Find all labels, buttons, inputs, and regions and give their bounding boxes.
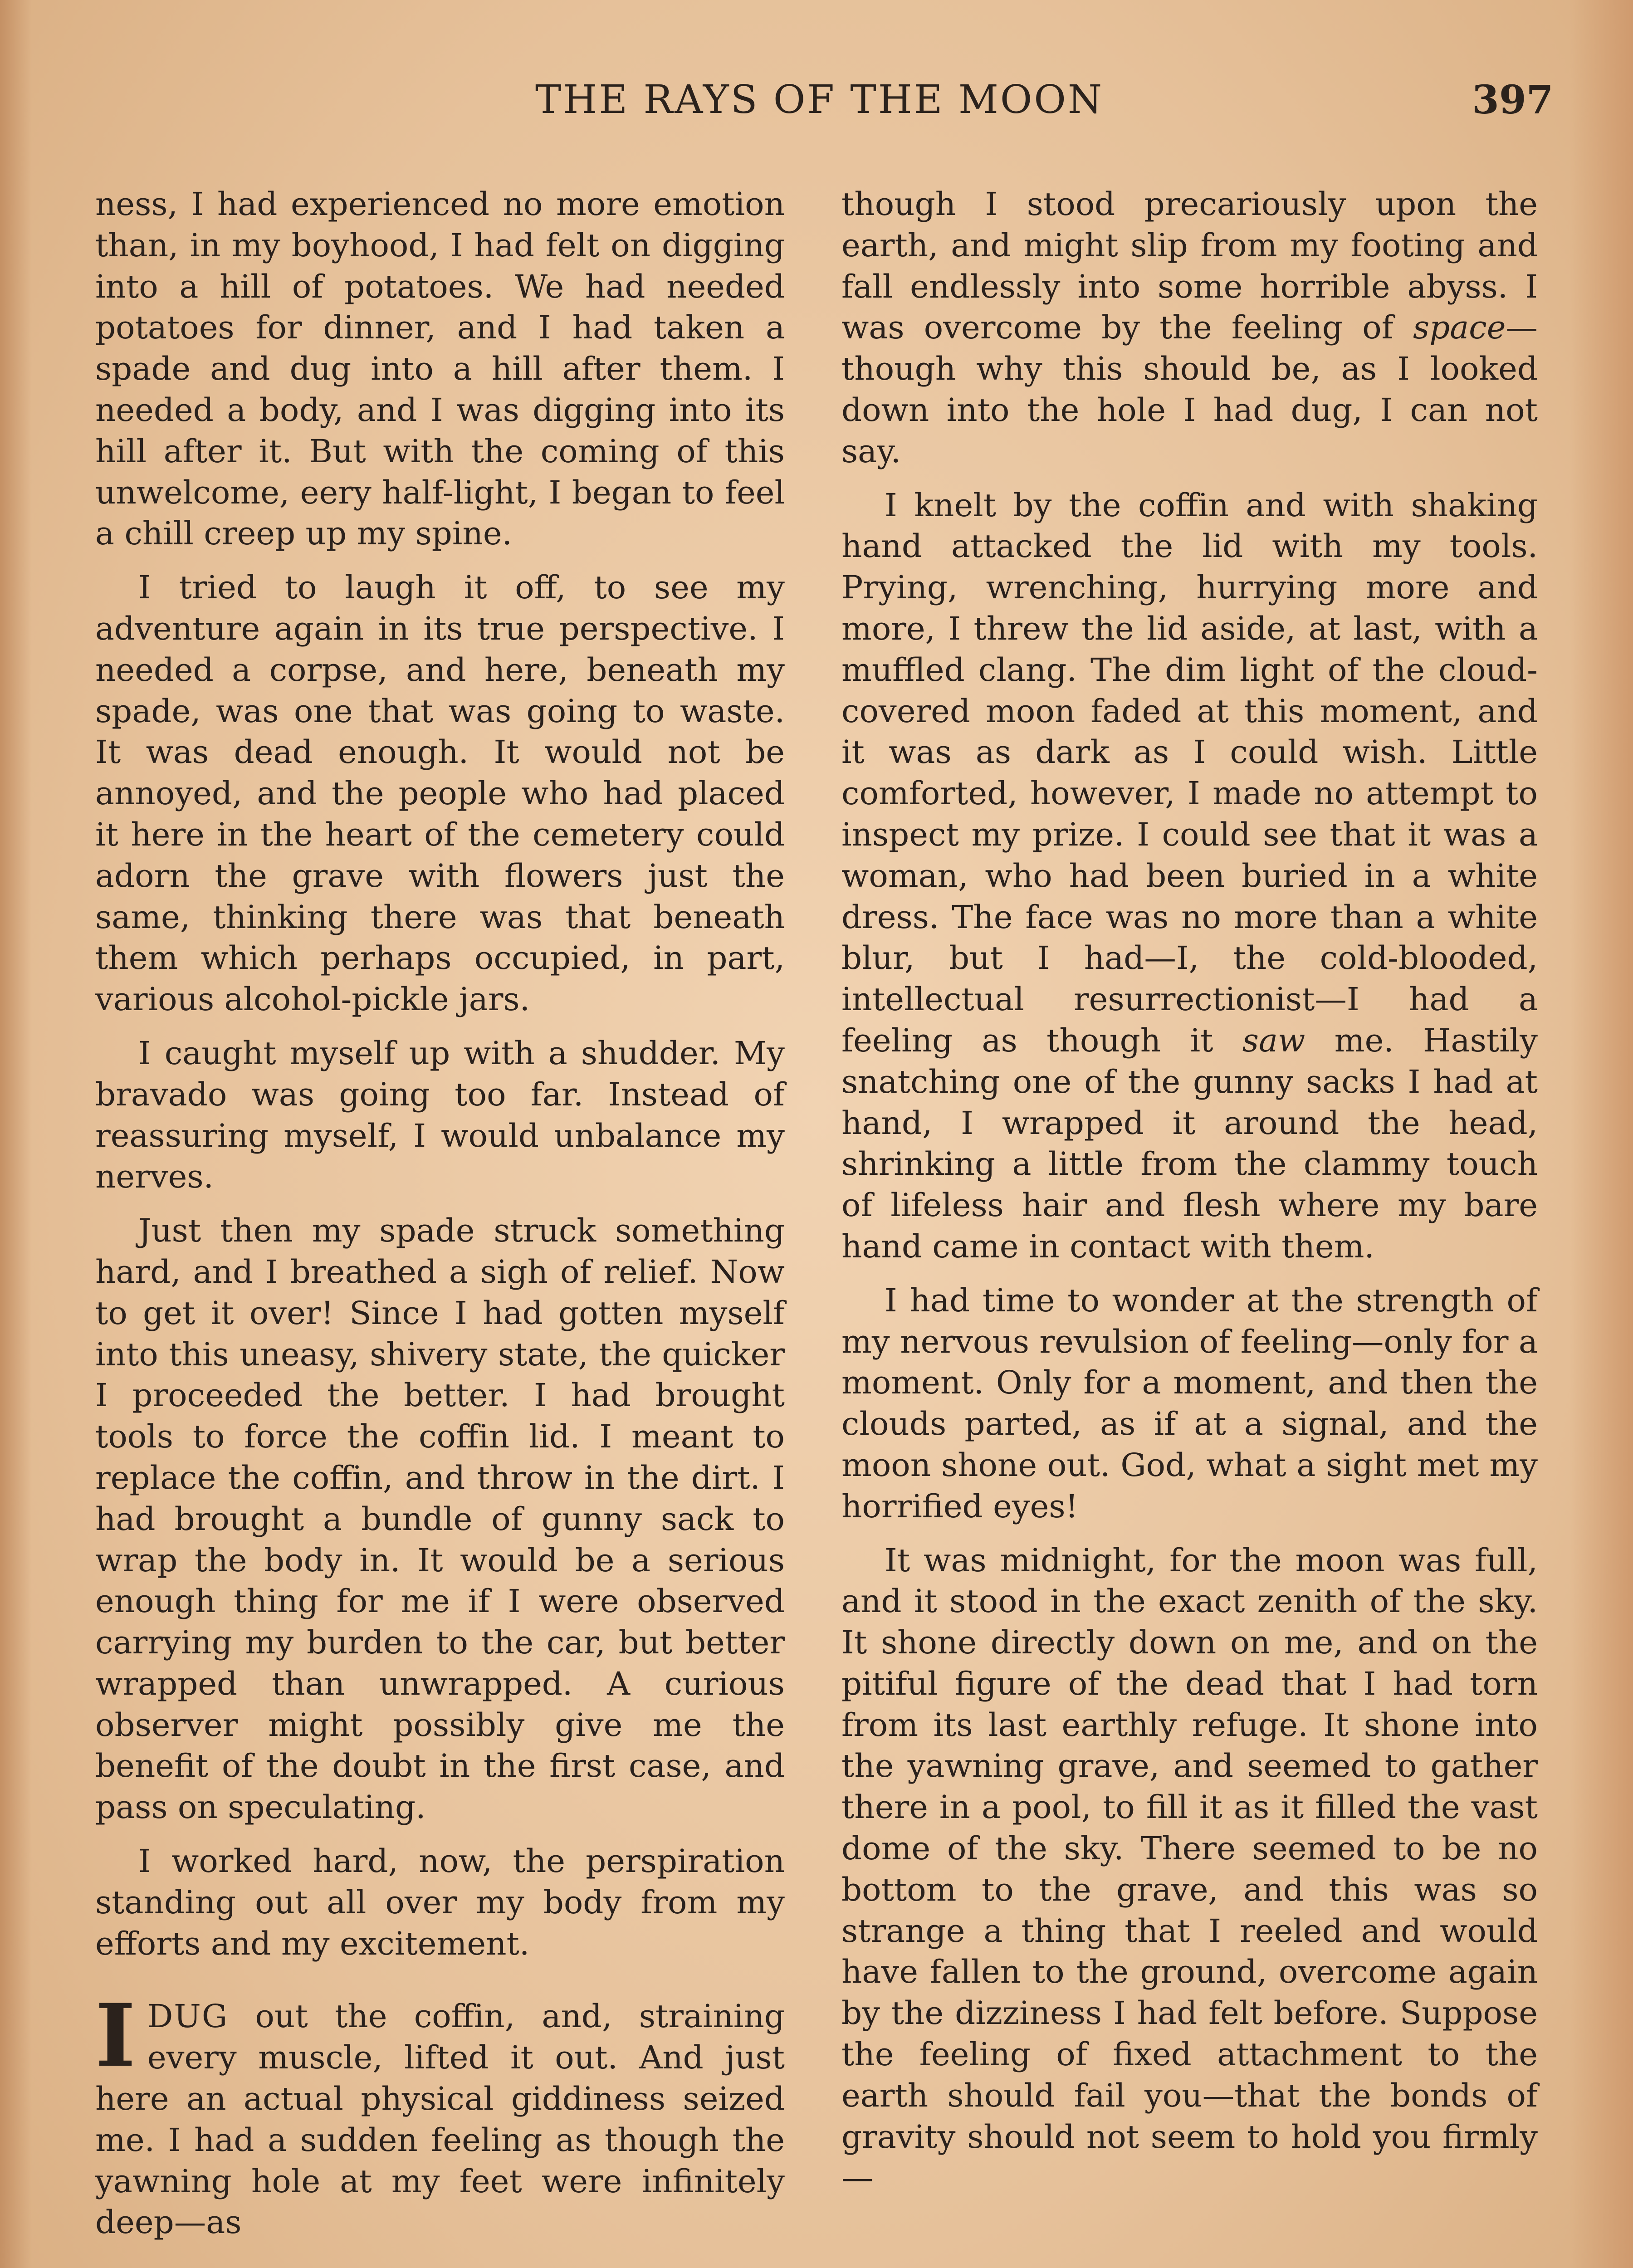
page-edge-shading-right xyxy=(1569,0,1633,2268)
paragraph: I worked hard, now, the perspiration standing out all over my body from my efforts and my excitement. xyxy=(95,1843,785,1962)
paragraph-text: —though why this should be, as I looked down into the hole I had dug, I can not say. xyxy=(841,309,1538,470)
italic-word: saw xyxy=(1242,1022,1305,1059)
italic-word: space xyxy=(1413,309,1506,347)
page-number: 397 xyxy=(1472,77,1554,123)
left-text-column xyxy=(95,184,785,2256)
paragraph xyxy=(841,485,1538,1267)
paragraph: It was midnight, for the moon was full, and it stood in the exact zenith of the sky. It shone directly down on me, and on the pitiful figure of the dead that I had torn from its last earthly refuge. It shone into the yawning grave, and seemed to gather there in a pool, to fill it as it filled the vast dome of the sky. There seemed to be no bottom to the grave, and this was so strange a thing that I reeled and would have fallen to the ground, overcome again by the dizziness I had felt before. Suppose the feeling of fixed attachment to the earth should fail you—that the bonds of gravity should not seem to hold you firmly— xyxy=(841,1541,1538,2197)
paragraph: I caught myself up with a shudder. My bravado was going too far. Instead of reassuring myself, I would unbalance my nerves. xyxy=(95,1034,785,1196)
paragraph: I tried to laugh it off, to see my adventure again in its true perspective. I needed a corpse, and here, beneath my spade, was one that was going to waste. It was dead enough. It would not be annoyed, and the people who had placed it here in the heart of the cemetery could adorn the grave with flowers just the same, thinking there was that beneath them which perhaps occupied, in part, various alcohol-pickle jars. xyxy=(95,569,785,1018)
paragraph-text: though I stood precariously upon the earth, and might slip from my footing and fall endlessly into some horrible abyss. I was overcome by the feeling of xyxy=(841,186,1538,347)
paragraph-text: I knelt by the coffin and with shaking hand attacked the lid with my tools. Prying, wrenching, hurrying more and more, I threw the lid aside, at last, with a muffled clang. The dim light of the cloud-covered moon faded at this moment, and it was as dark as I could wish. Little comforted, however, I made no attempt to inspect my prize. I could see that it was a woman, who had been buried in a white dress. The face was no more than a white blur, but I had—I, the cold-blooded, intellectual resurrectionist—I had a feeling as though it xyxy=(841,486,1538,1059)
right-text-column xyxy=(841,184,1538,2211)
running-head: THE RAYS OF THE MOON xyxy=(535,77,1104,122)
page-edge-shading-left xyxy=(0,0,32,2268)
paragraph: Just then my spade struck something hard, and I breathed a sigh of relief. Now to get it over! Since I had gotten myself into this uneasy, shivery state, the quicker I proceeded the better. I had brought tools to force the coffin lid. I meant to replace the coffin, and throw in the dirt. I had brought a bundle of gunny sack to wrap the body in. It would be a serious enough thing for me if I were observed carrying my burden to the car, but better wrapped than unwrapped. A curious observer might possibly give me the benefit of the doubt in the first case, and pass on speculating. xyxy=(95,1212,785,1826)
paragraph-text: out the coffin, and, straining every muscle, lifted it out. And just here an actual physical giddiness seized me. I had a sudden feeling as though the yawning hole at my feet were infinitely deep—as xyxy=(95,1998,785,2241)
paragraph-text: me. Hastily snatching one of the gunny sacks I had at hand, I wrapped it around the head, shrinking a little from the clammy touch of lifeless hair and flesh where my bare hand came in contact with them. xyxy=(841,1022,1538,1265)
paragraph xyxy=(841,184,1538,472)
section-opening-paragraph xyxy=(95,1985,785,2243)
drop-cap: I xyxy=(95,1985,136,2087)
small-caps-lead: DUG xyxy=(147,1998,229,2035)
paragraph: ness, I had experienced no more emotion than, in my boyhood, I had felt on digging into a hill of potatoes. We had needed potatoes for dinner, and I had taken a spade and dug into a hill after them. I needed a body, and I was digging into its hill after it. But with the coming of this unwelcome, eery half-light, I began to feel a chill creep up my spine. xyxy=(95,186,785,552)
paragraph: I had time to wonder at the strength of my nervous revulsion of feeling—only for a moment. Only for a moment, and then the clouds parted, as if at a signal, and the moon shone out. God, what a sight met my horrified eyes! xyxy=(841,1281,1538,1525)
